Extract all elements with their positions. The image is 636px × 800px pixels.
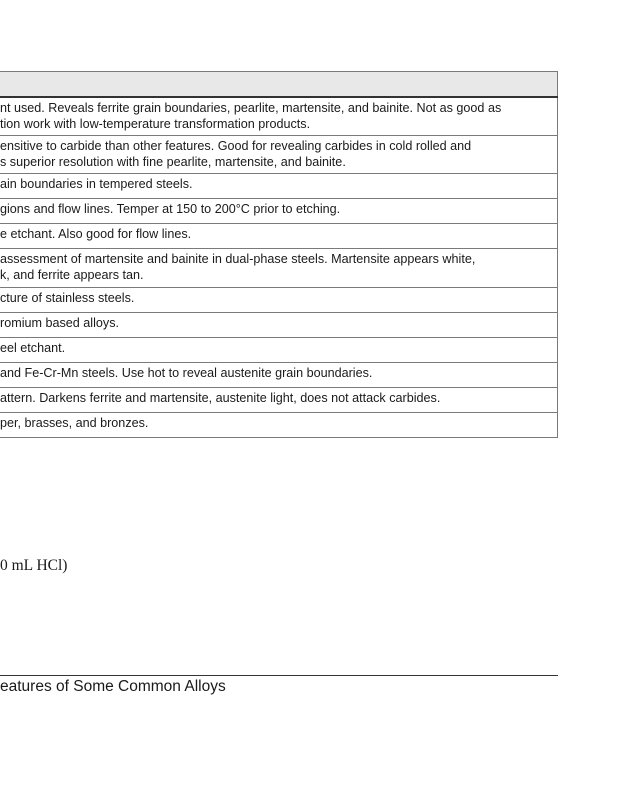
table-row <box>0 224 558 249</box>
table-row <box>0 387 558 412</box>
table-row <box>0 412 558 437</box>
table-cell: e etchant. Also good for flow lines. <box>0 224 558 249</box>
table-cell: attern. Darkens ferrite and martensite, austenite light, does not attack carbides. <box>0 387 558 412</box>
table-row <box>0 312 558 337</box>
table-row <box>0 362 558 387</box>
table-row <box>0 337 558 362</box>
table-cell: nt used. Reveals ferrite grain boundaries, pearlite, martensite, and bainite. Not as good as tion work with low-temperature transformation products. <box>0 97 558 136</box>
table-header-row <box>0 72 558 98</box>
table-row <box>0 287 558 312</box>
table-caption: eatures of Some Common Alloys <box>0 678 226 695</box>
reagent-note: 0 mL HCl) <box>0 557 68 574</box>
table-cell: per, brasses, and bronzes. <box>0 412 558 437</box>
table-cell: ain boundaries in tempered steels. <box>0 174 558 199</box>
table-cell: and Fe-Cr-Mn steels. Use hot to reveal austenite grain boundaries. <box>0 362 558 387</box>
table-header-cell <box>0 72 558 98</box>
table-row <box>0 199 558 224</box>
caption-divider <box>0 675 558 676</box>
table-cell: ensitive to carbide than other features. Good for revealing carbides in cold rolled and s superior resolution with fine pearlite, martensite, and bainite. <box>0 136 558 174</box>
table-row <box>0 97 558 136</box>
table-cell: gions and flow lines. Temper at 150 to 200°C prior to etching. <box>0 199 558 224</box>
etchant-table <box>0 71 558 438</box>
table-row <box>0 249 558 287</box>
table-cell: romium based alloys. <box>0 312 558 337</box>
table-cell: eel etchant. <box>0 337 558 362</box>
table-row <box>0 136 558 174</box>
etchant-table-grid <box>0 71 558 438</box>
table-row <box>0 174 558 199</box>
table-cell: cture of stainless steels. <box>0 287 558 312</box>
table-cell: assessment of martensite and bainite in dual-phase steels. Martensite appears white, k, and ferrite appears tan. <box>0 249 558 287</box>
